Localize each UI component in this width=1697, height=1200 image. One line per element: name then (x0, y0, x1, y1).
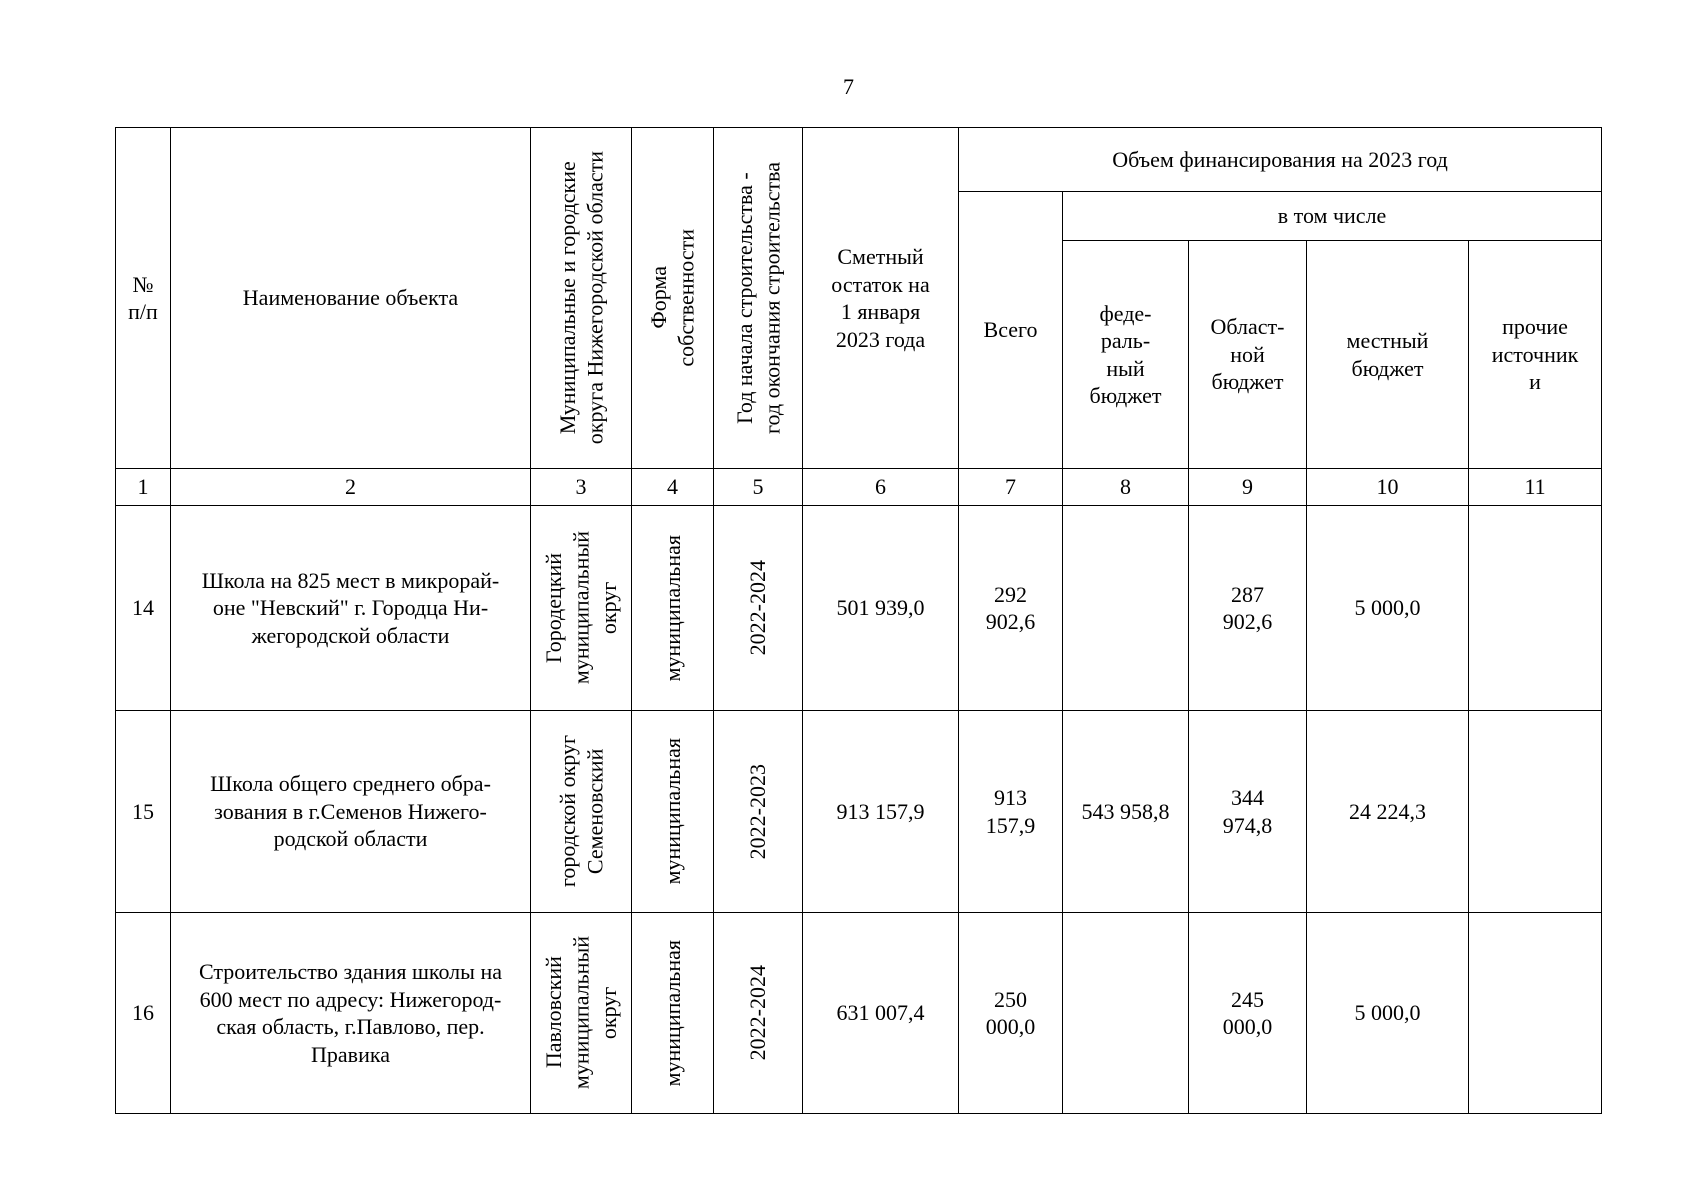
estimated-balance: 501 939,0 (803, 506, 959, 711)
ownership: муниципальная (632, 711, 714, 913)
column-number: 9 (1189, 469, 1307, 506)
header-municipality: Муниципальные и городские округа Нижегородской области (531, 128, 632, 469)
column-number: 2 (171, 469, 531, 506)
row-num: 16 (116, 913, 171, 1114)
other-sources (1469, 506, 1602, 711)
column-number: 1 (116, 469, 171, 506)
ownership: муниципальная (632, 913, 714, 1114)
column-number: 8 (1063, 469, 1189, 506)
page-number: 7 (843, 74, 854, 99)
construction-years: 2022-2024 (714, 506, 803, 711)
column-number: 10 (1307, 469, 1469, 506)
local-budget: 24 224,3 (1307, 711, 1469, 913)
object-name: Строительство здания школы на 600 мест по адресу: Нижегород- ская область, г.Павлово, пер. Правика (171, 913, 531, 1114)
table-row (116, 506, 1602, 711)
header-federal: феде- раль- ный бюджет (1063, 241, 1189, 469)
construction-years: 2022-2024 (714, 913, 803, 1114)
total-funding: 250 000,0 (959, 913, 1063, 1114)
other-sources (1469, 711, 1602, 913)
header-local: местный бюджет (1307, 241, 1469, 469)
regional-budget: 245 000,0 (1189, 913, 1307, 1114)
column-number: 6 (803, 469, 959, 506)
row-num: 14 (116, 506, 171, 711)
construction-years: 2022-2023 (714, 711, 803, 913)
header-total: Всего (959, 192, 1063, 469)
header-name: Наименование объекта (171, 128, 531, 469)
municipality: Павловский муниципальный округ (531, 913, 632, 1114)
financing-table (115, 127, 1602, 1114)
other-sources (1469, 913, 1602, 1114)
object-name: Школа общего среднего обра- зования в г.Семенов Нижего- родской области (171, 711, 531, 913)
table-row (116, 711, 1602, 913)
header-ownership: Форма собственности (632, 128, 714, 469)
column-number: 3 (531, 469, 632, 506)
regional-budget: 287 902,6 (1189, 506, 1307, 711)
header-funding: Объем финансирования на 2023 год (959, 128, 1602, 192)
federal-budget (1063, 913, 1189, 1114)
column-number: 11 (1469, 469, 1602, 506)
column-number: 4 (632, 469, 714, 506)
row-num: 15 (116, 711, 171, 913)
header-years: Год начала строительства - год окончания строительства (714, 128, 803, 469)
ownership: муниципальная (632, 506, 714, 711)
header-regional: Област- ной бюджет (1189, 241, 1307, 469)
estimated-balance: 631 007,4 (803, 913, 959, 1114)
column-numbers-row (116, 469, 1602, 506)
header-balance: Сметный остаток на 1 января 2023 года (803, 128, 959, 469)
municipality: городской округ Семеновский (531, 711, 632, 913)
total-funding: 913 157,9 (959, 711, 1063, 913)
column-number: 7 (959, 469, 1063, 506)
local-budget: 5 000,0 (1307, 913, 1469, 1114)
header-num: № п/п (116, 128, 171, 469)
municipality: Городецкий муниципальный округ (531, 506, 632, 711)
column-number: 5 (714, 469, 803, 506)
federal-budget: 543 958,8 (1063, 711, 1189, 913)
table-row (116, 913, 1602, 1114)
local-budget: 5 000,0 (1307, 506, 1469, 711)
regional-budget: 344 974,8 (1189, 711, 1307, 913)
object-name: Школа на 825 мест в микрорай- оне "Невский" г. Городца Ни- жегородской области (171, 506, 531, 711)
estimated-balance: 913 157,9 (803, 711, 959, 913)
header-including: в том числе (1063, 192, 1602, 241)
total-funding: 292 902,6 (959, 506, 1063, 711)
header-other: прочие источник и (1469, 241, 1602, 469)
federal-budget (1063, 506, 1189, 711)
